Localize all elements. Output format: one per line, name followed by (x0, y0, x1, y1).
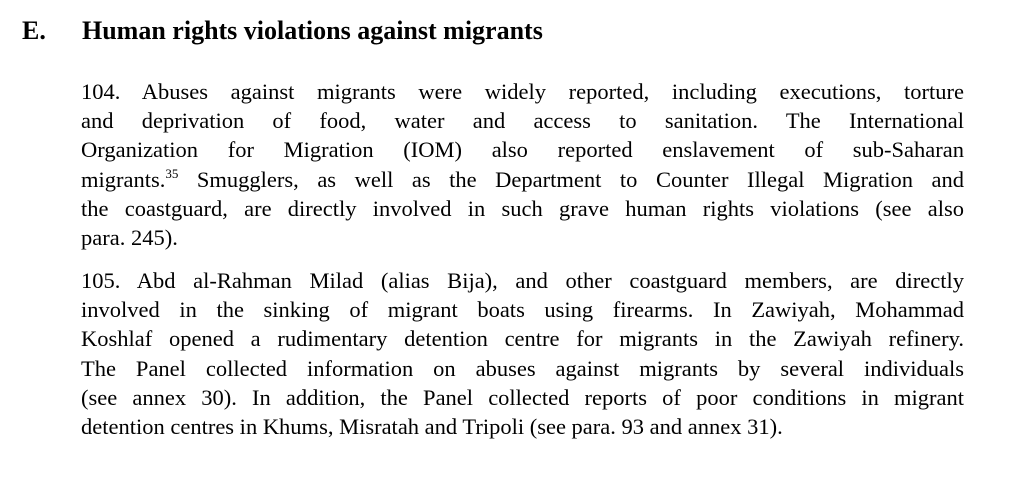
paragraph-line: The Panel collected information on abuses against migrants by several individuals (81, 355, 964, 381)
paragraph-line: 104. Abuses against migrants were widely reported, including executions, torture (81, 79, 964, 104)
paragraph-line: the coastguard, are directly involved in such grave human rights violations (see also (81, 195, 964, 221)
paragraph-line: 105. Abd al-Rahman Milad (alias Bija), and other coastguard members, are directly (81, 268, 964, 293)
paragraph-line: Organization for Migration (IOM) also reported enslavement of sub-Saharan (81, 137, 964, 163)
paragraph-line: and deprivation of food, water and access to sanitation. The International (81, 108, 964, 134)
section-heading (22, 14, 543, 48)
footnote-ref[interactable]: 35 (165, 165, 179, 181)
section-title: Human rights violations against migrants (82, 16, 543, 45)
section-letter: E. (22, 16, 46, 45)
paragraph-104 (81, 77, 964, 252)
paragraph-number: 104. (81, 79, 121, 104)
paragraph-line: (see annex 30). In addition, the Panel collected reports of poor conditions in migrant (81, 384, 964, 410)
paragraph-line: para. 245). (81, 225, 178, 251)
paragraph-line: detention centres in Khums, Misratah and Tripoli (see para. 93 and annex 31). (81, 414, 783, 440)
paragraph-105 (81, 266, 964, 441)
paragraph-line: involved in the sinking of migrant boats using firearms. In Zawiyah, Mohammad (81, 297, 964, 323)
paragraph-line: migrants.$^{35}$ Smugglers, as well as the Department to Counter Illegal Migration and (81, 165, 964, 192)
paragraph-line: Koshlaf opened a rudimentary detention centre for migrants in the Zawiyah refinery. (81, 326, 964, 352)
paragraph-number: 105. (81, 268, 121, 293)
